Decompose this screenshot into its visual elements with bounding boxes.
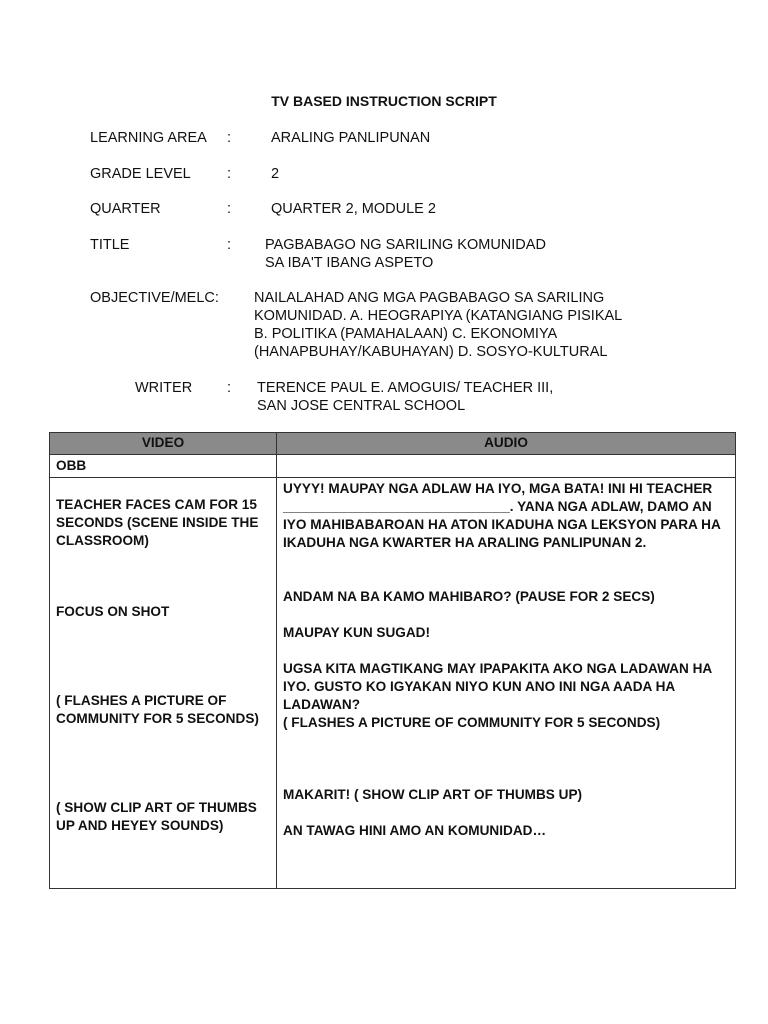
- meta-grade-level: [90, 165, 690, 185]
- meta-value: PAGBABAGO NG SARILING KOMUNIDAD SA IBA'T IBANG ASPETO: [265, 237, 546, 271]
- meta-value: 2: [271, 166, 280, 182]
- meta-colon: :: [227, 201, 232, 217]
- meta-value: TERENCE PAUL E. AMOGUIS/ TEACHER III, SAN JOSE CENTRAL SCHOOL: [257, 380, 554, 414]
- page-title: TV BASED INSTRUCTION SCRIPT: [271, 93, 497, 109]
- meta-label: GRADE LEVEL: [90, 166, 191, 182]
- cell-text: OBB: [56, 458, 87, 473]
- cell-text: MAUPAY KUN SUGAD!: [283, 625, 431, 640]
- meta-colon: :: [227, 380, 232, 396]
- video-focus-on-shot: FOCUS ON SHOT: [56, 604, 170, 619]
- meta-colon: :: [227, 237, 232, 253]
- video-show-clip-art: ( SHOW CLIP ART OF THUMBS UP AND HEYEY SOUNDS): [56, 800, 257, 833]
- meta-label: LEARNING AREA: [90, 130, 207, 146]
- meta-quarter: [90, 200, 690, 220]
- header-video: VIDEO: [50, 433, 277, 455]
- video-flashes-picture: ( FLASHES A PICTURE OF COMMUNITY FOR 5 SECONDS): [56, 693, 259, 726]
- meta-value: ARALING PANLIPUNAN: [271, 130, 431, 146]
- cell-text: TEACHER FACES CAM FOR 15 SECONDS (SCENE INSIDE THE CLASSROOM): [56, 497, 259, 548]
- table-row: [50, 455, 736, 478]
- cell-text: AN TAWAG HINI AMO AN KOMUNIDAD…: [283, 823, 547, 838]
- header-audio: AUDIO: [277, 433, 736, 455]
- meta-objective: [90, 289, 710, 365]
- meta-title: [90, 236, 690, 276]
- audio-cell: [277, 455, 736, 478]
- meta-colon: :: [227, 130, 232, 146]
- table-header-row: [50, 433, 736, 455]
- meta-value: QUARTER 2, MODULE 2: [271, 201, 436, 217]
- meta-label: WRITER: [135, 380, 193, 396]
- meta-label: QUARTER: [90, 201, 161, 217]
- cell-text: UYYY! MAUPAY NGA ADLAW HA IYO, MGA BATA! INI HI TEACHER ______________________________. YANA NGA ADLAW, DAMO AN IYO MAHIBABAROAN HA ATON IKADUHA NGA LEKSYON PARA HA IKADUHA NGA KWARTER HA ARALING PANLIPUNAN 2.: [283, 481, 721, 550]
- meta-colon: :: [227, 166, 232, 182]
- cell-text: UGSA KITA MAGTIKANG MAY IPAPAKITA AKO NGA LADAWAN HA IYO. GUSTO KO IGYAKAN NIYO KUN ANO INI NGA AADA HA LADAWAN? ( FLASHES A PICTURE OF COMMUNITY FOR 5 SECONDS): [283, 661, 712, 730]
- meta-value: NAILALAHAD ANG MGA PAGBABAGO SA SARILING KOMUNIDAD. A. HEOGRAPIYA (KATANGIANG PISIKAL B. POLITIKA (PAMAHALAAN) C. EKONOMIYA (HANAPBUHAY/KABUHAYAN) D. SOSYO-KULTURAL: [254, 290, 623, 360]
- audio-cell: [277, 478, 736, 889]
- meta-writer: [135, 379, 695, 419]
- cell-text: MAKARIT! ( SHOW CLIP ART OF THUMBS UP): [283, 787, 583, 802]
- video-cell: [50, 455, 277, 478]
- cell-text: ANDAM NA BA KAMO MAHIBARO? (PAUSE FOR 2 SECS): [283, 589, 655, 604]
- meta-learning-area: [90, 129, 690, 149]
- meta-label: TITLE: [90, 237, 130, 253]
- meta-label: OBJECTIVE/MELC:: [90, 290, 219, 306]
